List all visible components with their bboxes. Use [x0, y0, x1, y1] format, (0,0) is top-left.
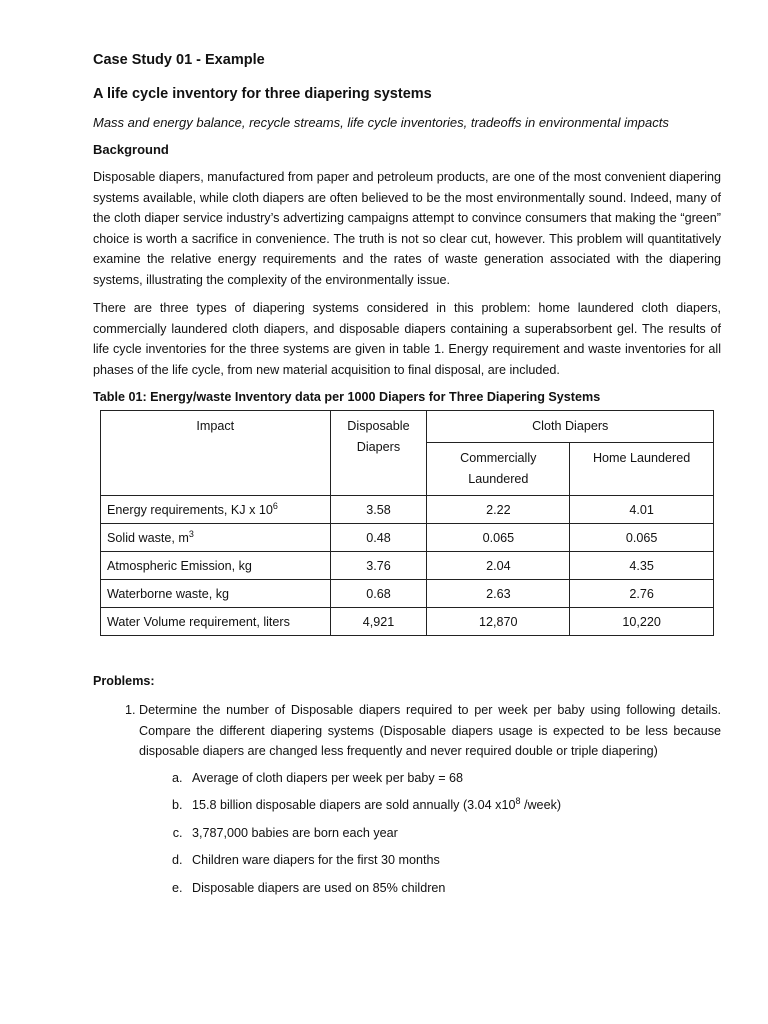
table-caption: Table 01: Energy/waste Inventory data per 1000 Diapers for Three Diapering Systems	[93, 390, 601, 404]
row-commercial: 2.22	[427, 496, 570, 524]
problems-heading: Problems:	[93, 674, 155, 688]
header-cloth: Cloth Diapers	[427, 411, 714, 443]
table-row	[101, 552, 714, 580]
header-impact: Impact	[101, 411, 331, 496]
document-page	[93, 50, 721, 905]
table-row	[101, 496, 714, 524]
row-commercial: 2.04	[427, 552, 570, 580]
problem-text: Determine the number of Disposable diapers required to per week per baby using following details. Compare the different diapering systems (Disposable diapers usage is expected to be less because disposable diapers are changed less frequently and never required double or triple diapering)	[139, 703, 721, 758]
sub-item: c. 3,787,000 babies are born each year	[186, 823, 721, 843]
row-disposable: 0.48	[330, 524, 427, 552]
row-impact: Water Volume requirement, liters	[101, 608, 331, 636]
row-impact: Atmospheric Emission, kg	[101, 552, 331, 580]
header-home: Home Laundered	[570, 443, 714, 496]
header-disposable: Disposable Diapers	[330, 411, 427, 496]
row-disposable: 3.76	[330, 552, 427, 580]
table-row	[101, 608, 714, 636]
background-heading: Background	[93, 142, 169, 157]
background-paragraph-1: Disposable diapers, manufactured from paper and petroleum products, are one of the most convenient diapering systems available, while cloth diapers are often believed to be the most environmentally sound. Indeed, many of the cloth diaper service industry’s advertizing campaigns attempt to convince consumers that making the “green” choice is worth a sacrifice in convenience. The truth is not so clear cut, however. This problem will quantitatively examine the relative energy requirements and the rates of waste generation associated with the diapering systems, illustrating the complexity of the environmentally issue.	[93, 170, 721, 287]
sub-item: b. 15.8 billion disposable diapers are sold annually (3.04 $x10^8$ /week)	[186, 795, 721, 815]
row-home: 0.065	[570, 524, 714, 552]
inventory-table	[100, 410, 714, 636]
row-home: 10,220	[570, 608, 714, 636]
table-row	[101, 580, 714, 608]
row-commercial: 2.63	[427, 580, 570, 608]
row-home: 4.01	[570, 496, 714, 524]
header-commercial: Commercially Laundered	[427, 443, 570, 496]
sub-item: a. Average of cloth diapers per week per baby = 68	[186, 768, 721, 788]
case-study-heading: Case Study 01 - Example	[93, 52, 265, 68]
sub-item: e. Disposable diapers are used on 85% children	[186, 878, 721, 898]
row-impact: Energy requirements, KJ x $10^6$	[101, 496, 331, 524]
row-home: 2.76	[570, 580, 714, 608]
row-home: 4.35	[570, 552, 714, 580]
row-commercial: 12,870	[427, 608, 570, 636]
row-disposable: 0.68	[330, 580, 427, 608]
row-impact: Solid waste, $m^3$	[101, 524, 331, 552]
problem-item	[139, 700, 721, 898]
row-disposable: 3.58	[330, 496, 427, 524]
background-paragraph-2: There are three types of diapering systems considered in this problem: home laundered cloth diapers, commercially laundered cloth diapers, and disposable diapers containing a superabsorbent gel. The results of life cycle inventories for the three systems are given in table 1. Energy requirement and waste inventories for all phases of the life cycle, from new material acquisition to final disposal, are included.	[93, 301, 721, 377]
document-subtitle: Mass and energy balance, recycle streams, life cycle inventories, tradeoffs in environmental impacts	[93, 115, 669, 130]
row-commercial: 0.065	[427, 524, 570, 552]
row-impact: Waterborne waste, kg	[101, 580, 331, 608]
sub-item: d. Children ware diapers for the first 30 months	[186, 850, 721, 870]
row-disposable: 4,921	[330, 608, 427, 636]
document-title: A life cycle inventory for three diapering systems	[93, 86, 432, 102]
table-row	[101, 524, 714, 552]
problem-sub-list	[139, 768, 721, 898]
problems-list	[93, 700, 721, 898]
